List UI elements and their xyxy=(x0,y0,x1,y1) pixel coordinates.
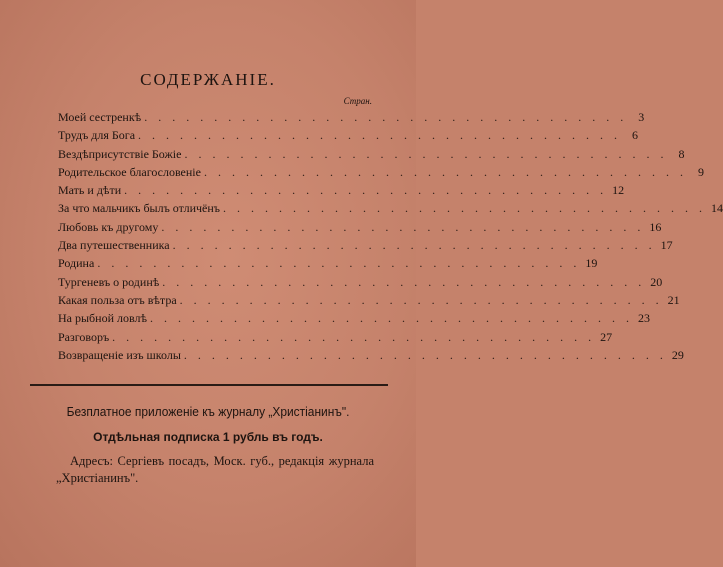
page-title: СОДЕРЖАНІЕ. xyxy=(140,70,276,89)
toc-entry-title: Родительское благословеніе xyxy=(58,164,201,179)
toc-entry xyxy=(58,183,625,201)
toc-entry-page: 17 xyxy=(660,238,673,253)
page-column-label: Стран. xyxy=(343,96,372,106)
toc-entry-title: За что мальчикъ былъ отличёнъ xyxy=(58,201,220,216)
dot-leader: . . . . . . . . . . . . . . . . . . . . . . . . . . . . . . . . . . . xyxy=(124,183,608,198)
dot-leader: . . . . . . . . . . . . . . . . . . . . . . . . . . . . . . . . . . . xyxy=(203,164,687,179)
toc-entry-page: 16 xyxy=(649,219,662,234)
toc-entry xyxy=(58,347,684,366)
toc-entry xyxy=(58,128,639,146)
toc-entry-page: 20 xyxy=(650,274,663,289)
dot-leader: . . . . . . . . . . . . . . . . . . . . . . . . . . . . . . . . . . . xyxy=(183,347,667,362)
toc-entry-title: Вездѣприсутствіе Божіе xyxy=(58,146,182,161)
table-of-contents xyxy=(58,110,723,366)
dot-leader: . . . . . . . . . . . . . . . . . . . . . . . . . . . . . . . . . . . xyxy=(97,256,581,271)
toc-entry xyxy=(58,274,663,293)
supplement-notice: Безплатное приложеніе къ журналу „Христіанинъ". xyxy=(66,404,350,419)
toc-entry-page: 6 xyxy=(632,128,639,143)
toc-entry-page: 23 xyxy=(638,311,651,326)
toc-entry-page: 9 xyxy=(697,164,704,179)
toc-entry-title: Какая польза отъ вѣтра xyxy=(58,292,177,307)
dot-leader: . . . . . . . . . . . . . . . . . . . . . . . . . . . . . . . . . . . xyxy=(184,146,668,161)
toc-entry xyxy=(58,292,680,311)
address-notice: Адресъ: Сергіевъ посадъ, Моск. губ., редакція журнала „Христіанинъ". xyxy=(56,454,374,485)
dot-leader: . . . . . . . . . . . . . . . . . . . . . . . . . . . . . . . . . . . xyxy=(138,128,622,143)
toc-entry-title: Тургеневъ о родинѣ xyxy=(58,274,160,289)
toc-entry-page: 19 xyxy=(585,256,598,271)
subscription-notice: Отдѣльная подписка 1 рубль въ годъ. xyxy=(93,430,323,444)
toc-entry-title: Мать и дѣти xyxy=(58,183,122,198)
toc-entry-title: Трудъ для Бога xyxy=(58,128,136,143)
toc-entry-title: Любовь къ другому xyxy=(58,219,159,234)
toc-entry xyxy=(58,110,645,128)
toc-entry-title: Моей сестренкѣ xyxy=(58,110,142,124)
toc-entry-title: Возвращеніе изъ школы xyxy=(58,347,181,362)
toc-entry-page: 8 xyxy=(678,146,685,161)
toc-entry xyxy=(58,311,651,329)
toc-entry-page: 14 xyxy=(711,201,723,216)
toc-entry-page: 3 xyxy=(638,110,645,124)
toc-entry xyxy=(58,238,673,256)
dot-leader: . . . . . . . . . . . . . . . . . . . . . . . . . . . . . . . . . . . xyxy=(112,329,596,344)
toc-entry xyxy=(58,146,685,165)
dot-leader: . . . . . . . . . . . . . . . . . . . . . . . . . . . . . . . . . . . xyxy=(172,238,656,253)
dot-leader: . . . . . . . . . . . . . . . . . . . . . . . . . . . . . . . . . . . xyxy=(223,201,706,216)
toc-entry-page: 27 xyxy=(600,329,613,344)
toc-entry xyxy=(58,201,723,219)
toc-entry-page: 21 xyxy=(667,292,680,307)
toc-entry-title: Родина xyxy=(58,256,95,271)
toc-entry-title: Два путешественника xyxy=(58,238,170,253)
toc-entry xyxy=(58,219,662,238)
toc-entry-title: Разговоръ xyxy=(58,329,110,344)
dot-leader: . . . . . . . . . . . . . . . . . . . . . . . . . . . . . . . . . . . xyxy=(162,274,646,289)
dot-leader: . . . . . . . . . . . . . . . . . . . . . . . . . . . . . . . . . . . xyxy=(179,292,663,307)
dot-leader: . . . . . . . . . . . . . . . . . . . . . . . . . . . . . . . . . . . xyxy=(144,110,628,124)
divider-rule xyxy=(30,384,388,386)
dot-leader: . . . . . . . . . . . . . . . . . . . . . . . . . . . . . . . . . . . xyxy=(150,311,634,326)
toc-entry-page: 29 xyxy=(671,347,684,362)
dot-leader: . . . . . . . . . . . . . . . . . . . . . . . . . . . . . . . . . . . xyxy=(161,219,645,234)
toc-entry xyxy=(58,329,613,348)
toc-entry-page: 12 xyxy=(612,183,625,198)
toc-entry xyxy=(58,256,598,274)
toc-entry-title: На рыбной ловлѣ xyxy=(58,311,148,326)
toc-entry xyxy=(58,164,704,183)
